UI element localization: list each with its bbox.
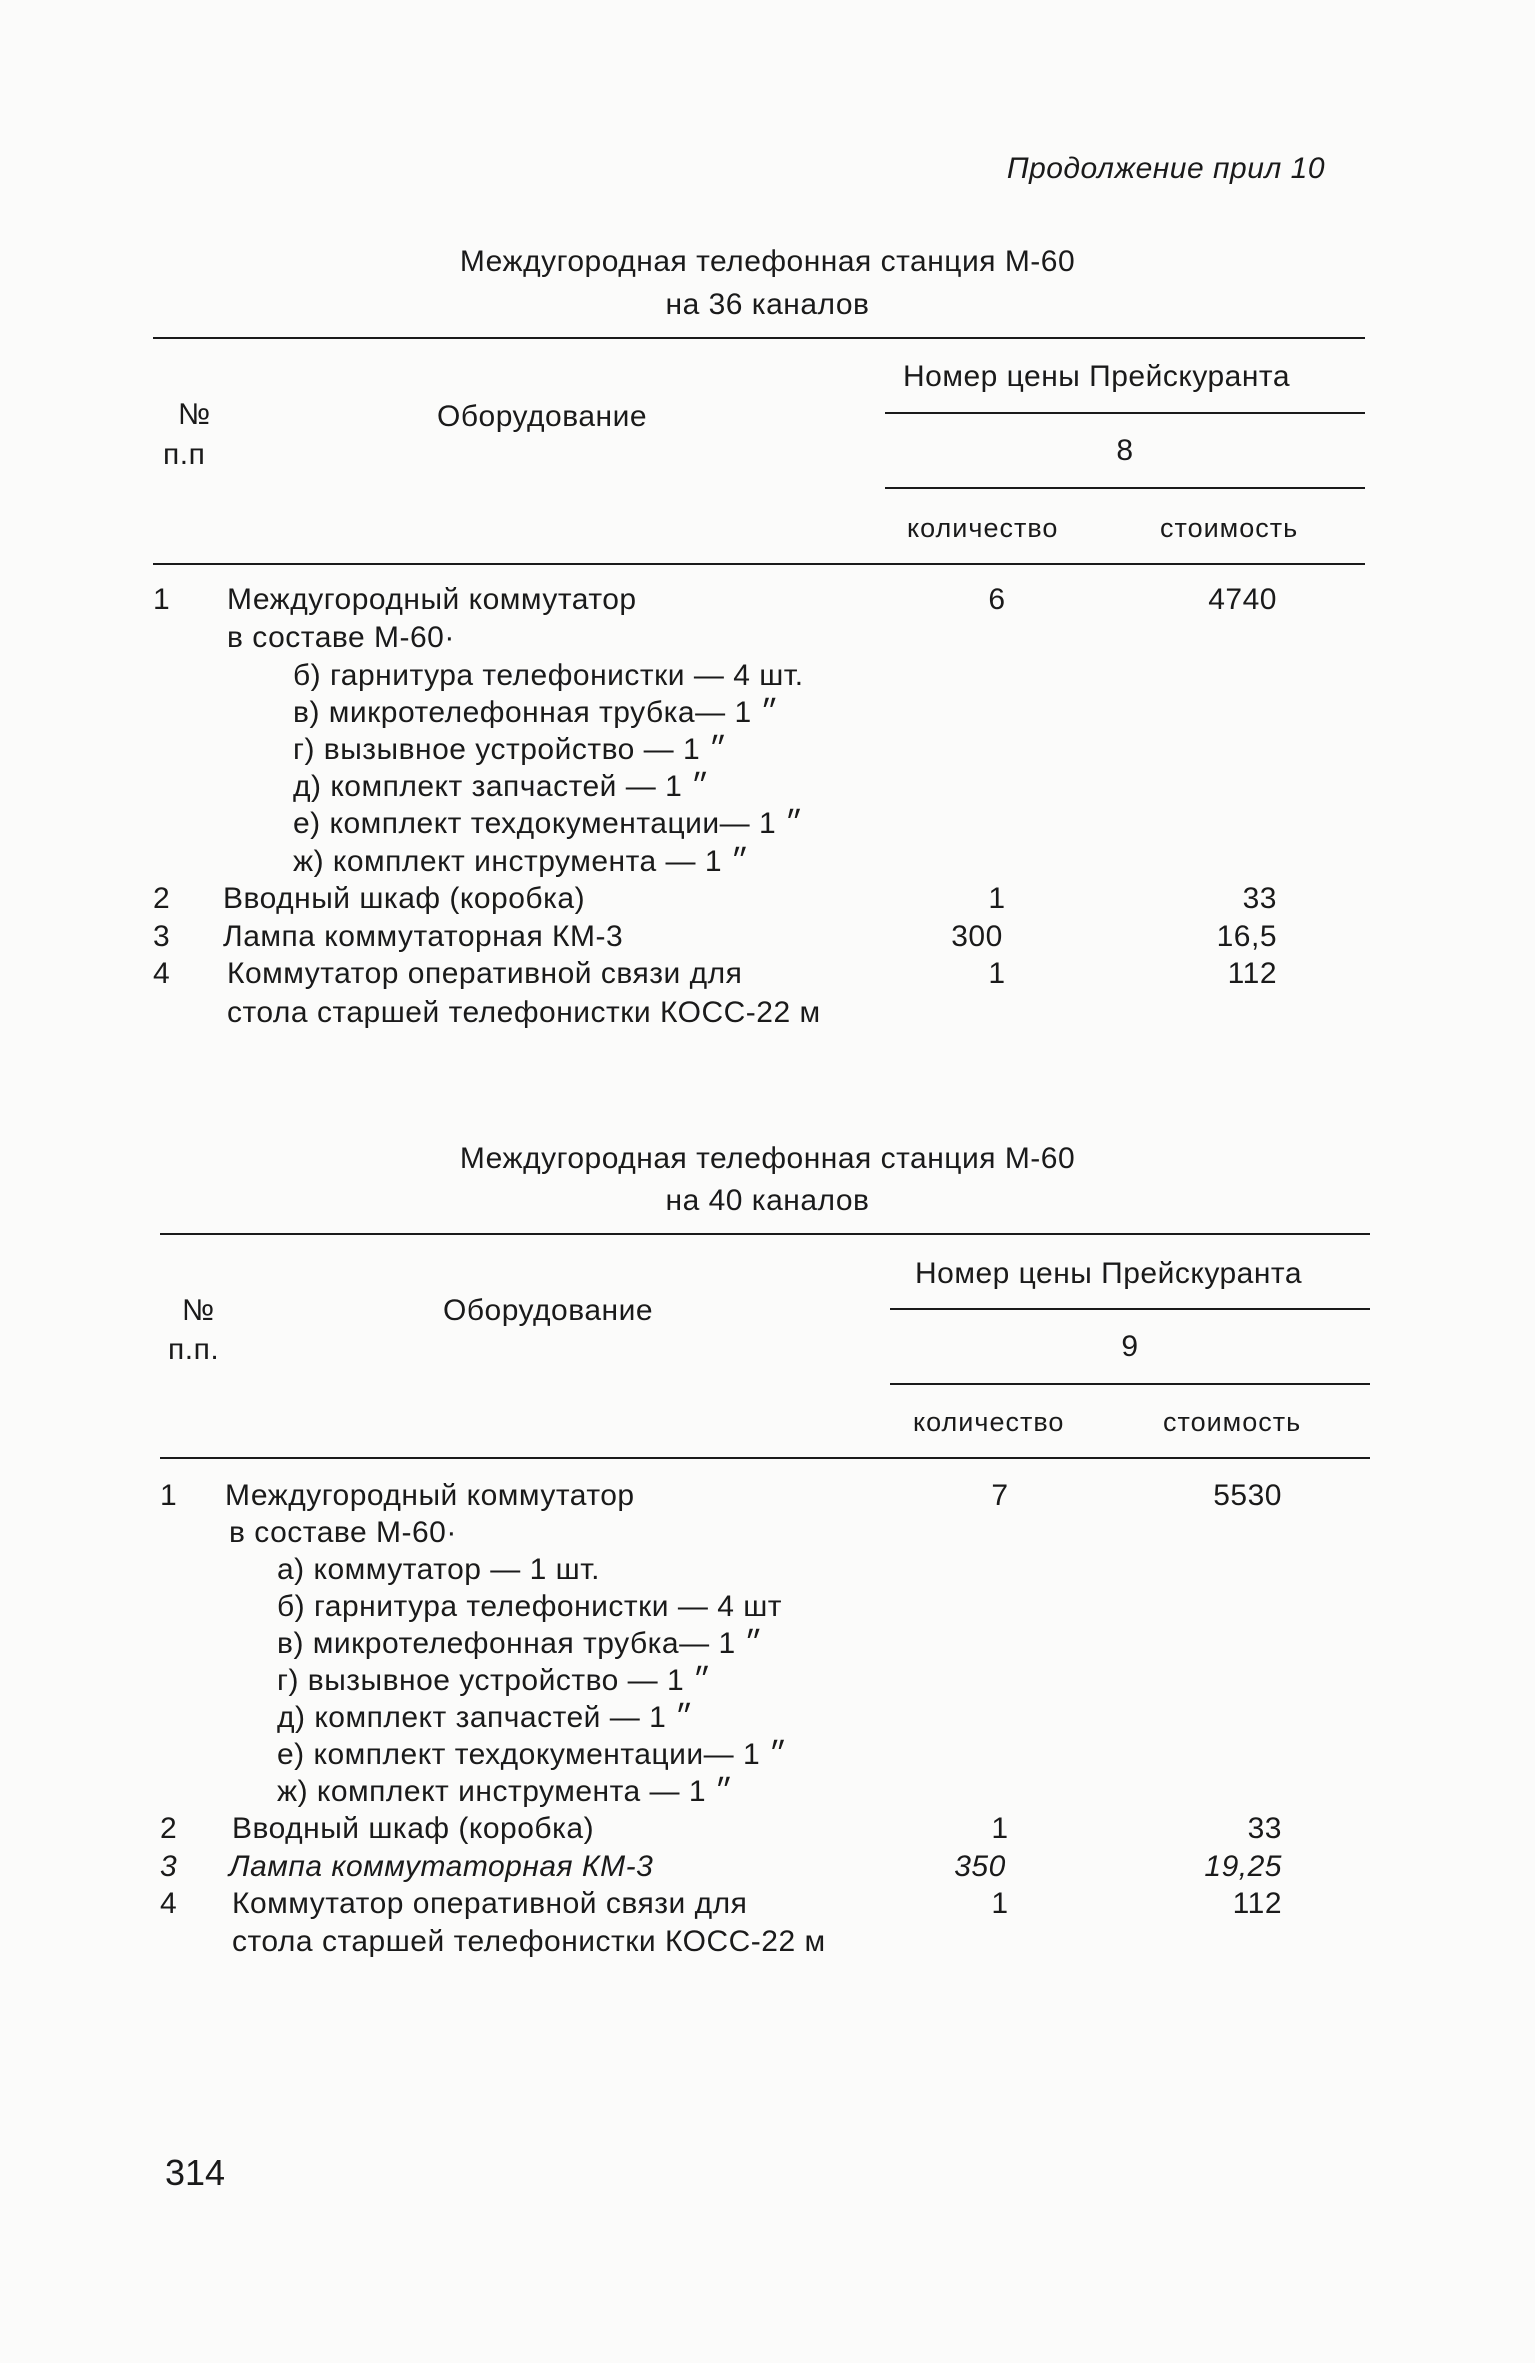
header-bottom-rule <box>160 1457 1370 1459</box>
sub-item: в) микротелефонная трубка— 1 ״ <box>277 1627 764 1660</box>
col-cost-header: стоимость <box>1163 1407 1302 1437</box>
continuation-note: Продолжение прил 10 <box>1006 152 1325 185</box>
price-group-header: Номер цены Прейскуранта <box>903 360 1291 393</box>
cost: 5530 <box>1213 1479 1282 1512</box>
col-equipment-header: Оборудование <box>437 400 648 433</box>
header-bottom-rule <box>153 563 1365 565</box>
equipment-name: Вводный шкаф (коробка) <box>232 1812 595 1845</box>
cost: 112 <box>1227 957 1277 990</box>
table-top-rule <box>153 337 1365 339</box>
header-rule <box>885 487 1365 489</box>
sub-item: в) микротелефонная трубка— 1 ״ <box>293 696 780 729</box>
sub-item: ж) комплект инструмента — 1 ״ <box>277 1775 734 1808</box>
sub-item: д) комплект запчастей — 1 ״ <box>293 770 710 803</box>
col-cost-header: стоимость <box>1160 513 1299 543</box>
equipment-name-cont: стола старшей телефонистки КОСС-22 м <box>227 996 821 1029</box>
header-rule <box>890 1308 1370 1310</box>
quantity: 1 <box>991 1812 1009 1845</box>
price-number: 8 <box>1116 434 1134 467</box>
col-equipment-header: Оборудование <box>443 1294 654 1327</box>
quantity: 350 <box>954 1850 1006 1883</box>
sub-item: г) вызывное устройство — 1 ״ <box>293 733 728 766</box>
col-qty-header: количество <box>907 513 1059 543</box>
equipment-name: Лампа коммутаторная КМ-3 <box>229 1850 654 1883</box>
row-number: 3 <box>153 920 171 953</box>
header-rule <box>890 1383 1370 1385</box>
equipment-name-cont: стола старшей телефонистки КОСС-22 м <box>232 1925 826 1958</box>
row-number: 1 <box>160 1479 178 1512</box>
table-subtitle: на 36 каналов <box>665 288 870 321</box>
row-number: 3 <box>160 1850 178 1883</box>
sub-item: д) комплект запчастей — 1 ״ <box>277 1701 694 1734</box>
table-subtitle: на 40 каналов <box>665 1184 870 1217</box>
col-qty-header: количество <box>913 1407 1065 1437</box>
equipment-name-cont: в составе М-60· <box>229 1516 457 1549</box>
row-number: 2 <box>153 882 171 915</box>
cost: 4740 <box>1208 583 1277 616</box>
cost: 33 <box>1247 1812 1282 1845</box>
equipment-name: Междугородный коммутатор <box>227 583 637 616</box>
sub-item: а) коммутатор — 1 шт. <box>277 1553 600 1586</box>
cost: 16,5 <box>1216 920 1277 953</box>
table-top-rule <box>160 1233 1370 1235</box>
col-no-header: № <box>178 398 211 431</box>
sub-item: б) гарнитура телефонистки — 4 шт <box>277 1590 783 1623</box>
table-title: Междугородная телефонная станция М-60 <box>459 245 1076 278</box>
sub-item: е) комплект техдокументации— 1 ״ <box>277 1738 788 1771</box>
table-title: Междугородная телефонная станция М-60 <box>459 1142 1076 1175</box>
row-number: 1 <box>153 583 171 616</box>
col-no-header-sub: п.п. <box>168 1333 220 1366</box>
equipment-name: Коммутатор оперативной связи для <box>227 957 743 990</box>
equipment-name: Вводный шкаф (коробка) <box>223 882 586 915</box>
equipment-name: Междугородный коммутатор <box>225 1479 635 1512</box>
row-number: 2 <box>160 1812 178 1845</box>
col-no-header-sub: п.п <box>163 438 206 471</box>
price-number: 9 <box>1121 1330 1139 1363</box>
equipment-name: Коммутатор оперативной связи для <box>232 1887 748 1920</box>
quantity: 6 <box>988 583 1006 616</box>
header-rule <box>885 412 1365 414</box>
sub-item: г) вызывное устройство — 1 ״ <box>277 1664 712 1697</box>
quantity: 1 <box>988 882 1006 915</box>
quantity: 1 <box>991 1887 1009 1920</box>
quantity: 1 <box>988 957 1006 990</box>
sub-item: ж) комплект инструмента — 1 ״ <box>293 845 750 878</box>
page-number: 314 <box>165 2152 226 2193</box>
row-number: 4 <box>160 1887 178 1920</box>
equipment-name-cont: в составе М-60· <box>227 621 455 654</box>
price-group-header: Номер цены Прейскуранта <box>915 1257 1303 1290</box>
quantity: 7 <box>991 1479 1009 1512</box>
cost: 33 <box>1242 882 1277 915</box>
sub-item: б) гарнитура телефонистки — 4 шт. <box>293 659 804 692</box>
row-number: 4 <box>153 957 171 990</box>
quantity: 300 <box>951 920 1003 953</box>
cost: 19,25 <box>1204 1850 1282 1883</box>
sub-item: е) комплект техдокументации— 1 ״ <box>293 807 804 840</box>
cost: 112 <box>1232 1887 1282 1920</box>
col-no-header: № <box>182 1294 215 1327</box>
equipment-name: Лампа коммутаторная КМ-3 <box>223 920 624 953</box>
